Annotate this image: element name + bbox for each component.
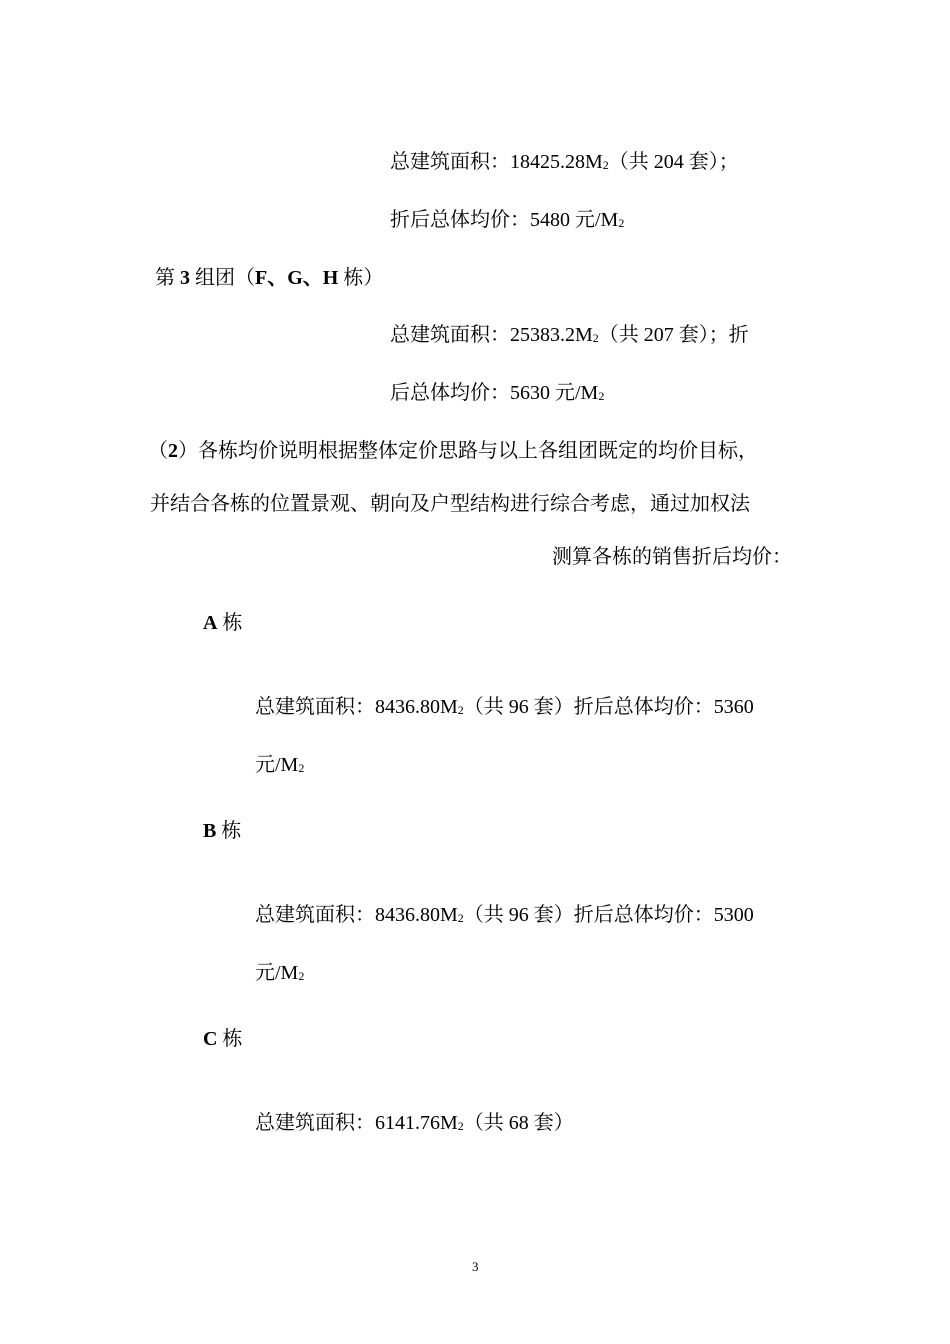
- group3-heading: 第 3 组团（F、G、H 栋）: [155, 267, 384, 289]
- building-a-area-line: 总建筑面积：$8436.80M_2$（共 96 套）折后总体均价：5360: [255, 696, 754, 718]
- group2-area-line: 总建筑面积：$18425.28M_2$（共 204 套）；: [390, 151, 739, 173]
- section2-paragraph-line2: 并结合各栋的位置景观、朝向及户型结构进行综合考虑，通过加权法: [150, 493, 750, 515]
- building-c-area-line: 总建筑面积：$6141.76M_2$（共 68 套）: [255, 1112, 574, 1134]
- building-a-heading: A 栋: [203, 612, 243, 634]
- section2-paragraph-line1: （2）各栋均价说明根据整体定价思路与以上各组团既定的均价目标，: [148, 440, 758, 462]
- page-number: 3: [472, 1259, 479, 1274]
- building-b-heading: B 栋: [203, 820, 242, 842]
- group3-price-line: 后总体均价：5630 元$/M_2$: [390, 382, 605, 404]
- building-a-price-unit: 元$/M_2$: [255, 754, 305, 776]
- group2-price-line: 折后总体均价：5480 元$/M_2$: [390, 209, 625, 231]
- group3-area-line: 总建筑面积：$25383.2M_2$（共 207 套）；折: [390, 324, 749, 346]
- building-b-area-line: 总建筑面积：$8436.80M_2$（共 96 套）折后总体均价：5300: [255, 904, 754, 926]
- section2-paragraph-line3: 测算各栋的销售折后均价：: [552, 546, 792, 568]
- building-c-heading: C 栋: [203, 1028, 243, 1050]
- building-b-price-unit: 元$/M_2$: [255, 962, 305, 984]
